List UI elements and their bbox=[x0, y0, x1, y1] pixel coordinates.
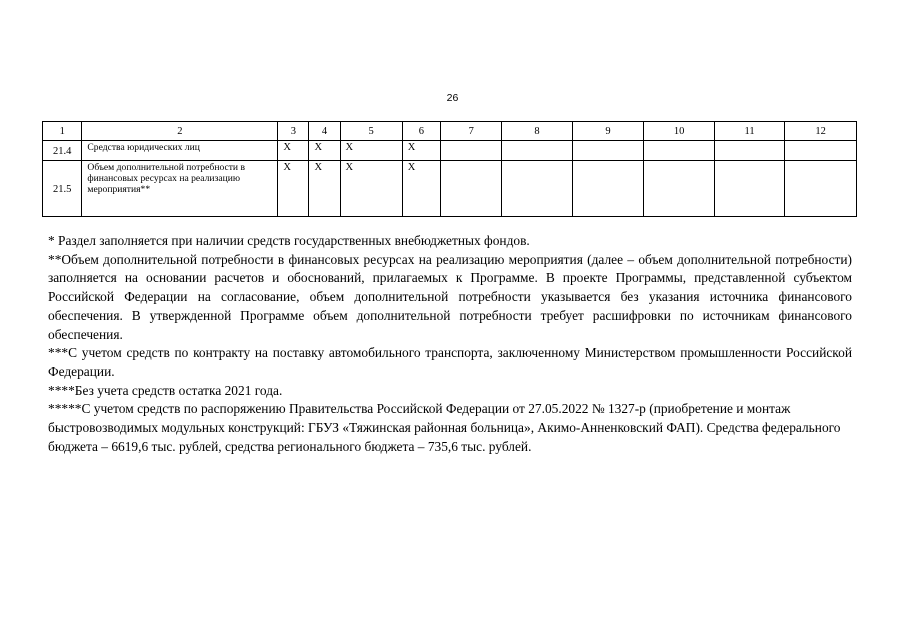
column-header: 4 bbox=[309, 122, 340, 141]
footnote: ***С учетом средств по контракту на поставку автомобильного транспорта, заключенному Министерством промышленности Российской Федерации. bbox=[48, 345, 852, 379]
table-cell: X bbox=[402, 161, 440, 217]
table-cell: X bbox=[309, 161, 340, 217]
table-cell bbox=[714, 141, 785, 161]
footnote: ****Без учета средств остатка 2021 года. bbox=[48, 382, 283, 398]
column-header: 2 bbox=[82, 122, 278, 141]
table-row bbox=[43, 141, 857, 161]
table-cell bbox=[502, 141, 573, 161]
row-number: 21.4 bbox=[43, 141, 82, 161]
table-cell bbox=[644, 141, 715, 161]
footnote: *****С учетом средств по распоряжению Правительства Российской Федерации от 27.05.2022 № 1327-р (приобретение и монтаж быстровозводимых модульных конструкций: ГБУЗ «Тяжинская районная больница», Акимо-Анненковский ФАП). Средства федерального бюджета – 6619,6 тыс. рублей, средства регионального бюджета – 735,6 тыс. рублей. bbox=[48, 401, 841, 454]
table-cell bbox=[572, 141, 644, 161]
table-cell: X bbox=[340, 141, 402, 161]
table-cell: X bbox=[278, 161, 309, 217]
table-cell bbox=[441, 141, 502, 161]
column-header: 5 bbox=[340, 122, 402, 141]
row-name: Объем дополнительной потребности в финансовых ресурсах на реализацию мероприятия** bbox=[82, 161, 278, 217]
row-name: Средства юридических лиц bbox=[82, 141, 278, 161]
footnotes bbox=[48, 232, 852, 456]
column-header: 8 bbox=[502, 122, 573, 141]
column-header: 12 bbox=[785, 122, 857, 141]
column-header: 3 bbox=[278, 122, 309, 141]
table-cell bbox=[714, 161, 785, 217]
page-number: 26 bbox=[446, 92, 459, 104]
table-cell: X bbox=[278, 141, 309, 161]
table-cell bbox=[441, 161, 502, 217]
footnote: * Раздел заполняется при наличии средств государственных внебюджетных фондов. bbox=[48, 233, 530, 248]
column-header: 6 bbox=[402, 122, 440, 141]
table-cell: X bbox=[402, 141, 440, 161]
footnote: **Объем дополнительной потребности в финансовых ресурсах на реализацию мероприятия (далее – объем дополнительной потребности) заполняется на основании расчетов и обоснований, прилагаемых к Программе. В проекте Программы, представленной субъектом Российской Федерации на согласование, объем дополнительной потребности указывается без указания источника финансового обеспечения. В утвержденной Программе объем дополнительной потребности требует расшифровки по источникам финансового обеспечения. bbox=[48, 251, 852, 342]
column-header: 9 bbox=[572, 122, 644, 141]
table-cell bbox=[502, 161, 573, 217]
table-cell bbox=[785, 141, 857, 161]
table-cell bbox=[572, 161, 644, 217]
column-header: 10 bbox=[644, 122, 715, 141]
column-header: 7 bbox=[441, 122, 502, 141]
table-cell bbox=[644, 161, 715, 217]
table-cell: X bbox=[340, 161, 402, 217]
table-cell bbox=[785, 161, 857, 217]
row-number: 21.5 bbox=[43, 161, 82, 217]
finance-table bbox=[42, 121, 857, 217]
table-cell: X bbox=[309, 141, 340, 161]
column-header: 1 bbox=[43, 122, 82, 141]
column-header: 11 bbox=[714, 122, 785, 141]
table-row bbox=[43, 161, 857, 217]
table-header-row bbox=[43, 122, 857, 141]
